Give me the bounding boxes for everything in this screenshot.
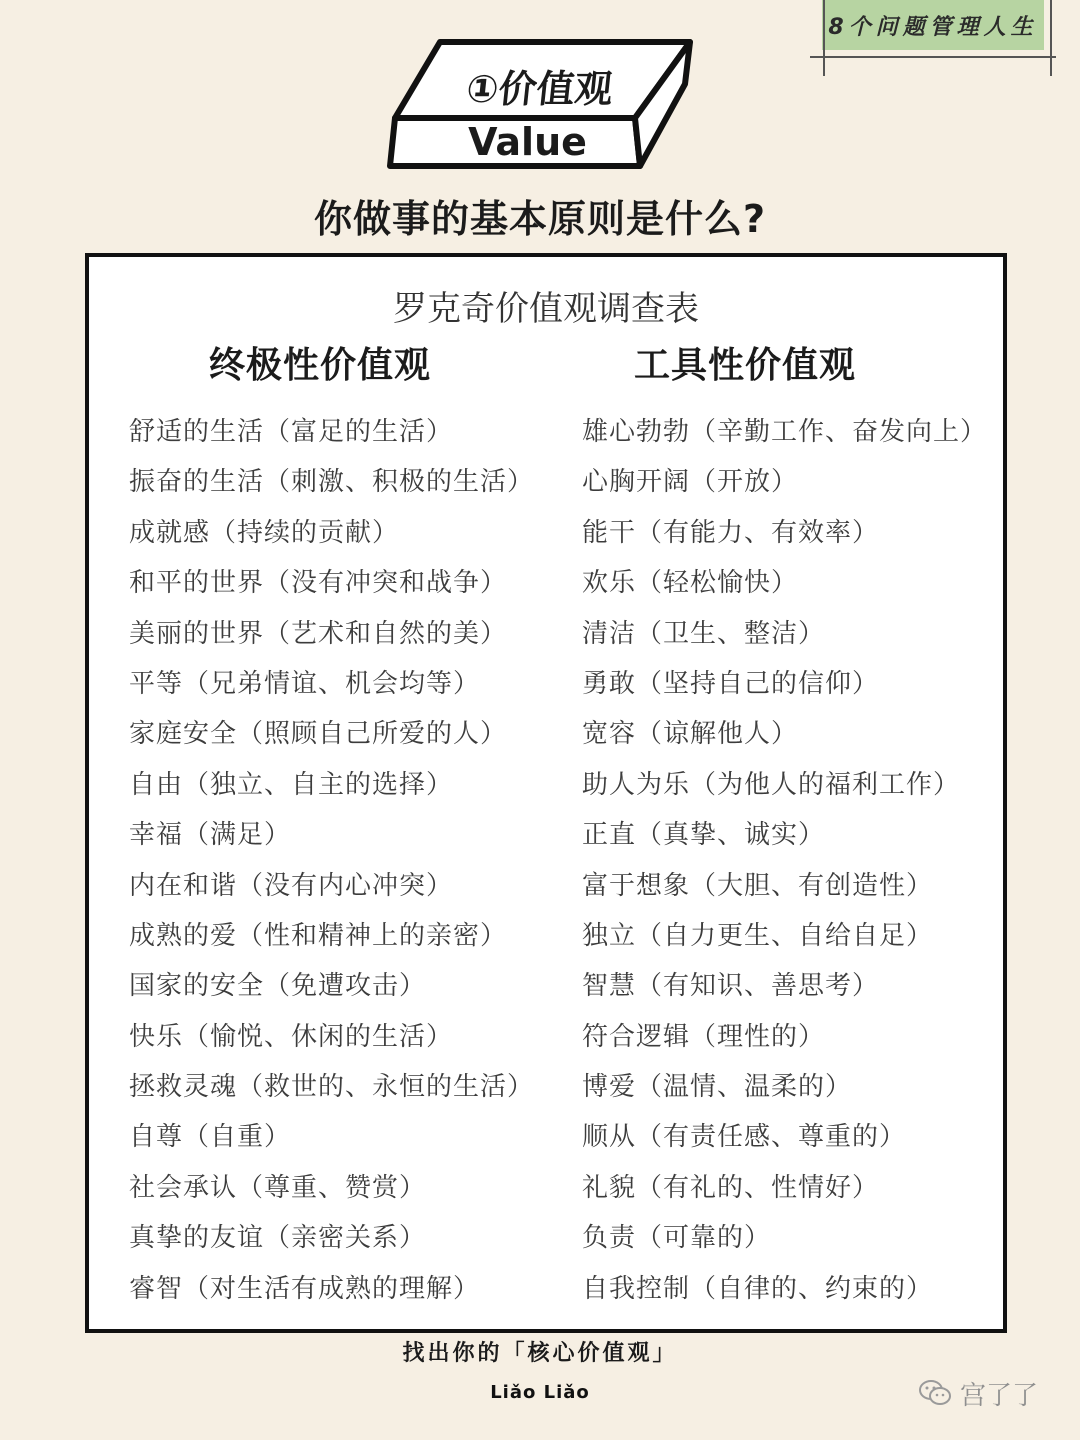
list-item: 宽容（谅解他人）: [582, 719, 799, 750]
terminal-values-list: [129, 407, 534, 1314]
list-item: 自尊（自重）: [129, 1122, 292, 1153]
list-item: 智慧（有知识、善思考）: [582, 971, 880, 1002]
instrumental-values-heading: 工具性价值观: [634, 345, 857, 386]
list-item: 助人为乐（为他人的福利工作）: [582, 769, 961, 800]
list-item: 顺从（有责任感、尊重的）: [582, 1122, 907, 1153]
list-item: 富于想象（大胆、有创造性）: [582, 870, 934, 901]
list-item: 雄心勃勃（辛勤工作、奋发向上）: [582, 417, 988, 447]
list-item: 平等（兄弟情谊、机会均等）: [129, 668, 481, 699]
list-item: 心胸开阔（开放）: [582, 467, 799, 498]
tag-rule-horizontal: [810, 56, 1056, 58]
tag-rule-vertical-right: [1050, 0, 1052, 76]
badge-title: ①价值观: [464, 67, 616, 111]
footer-note: 找出你的「核心价值观」: [402, 1341, 678, 1366]
list-item: 独立（自力更生、自给自足）: [582, 920, 934, 951]
list-item: 快乐（愉悦、休闲的生活）: [129, 1021, 454, 1052]
list-item: 舒适的生活（富足的生活）: [129, 417, 454, 447]
watermark: [918, 1376, 1038, 1410]
list-item: 国家的安全（免遭攻击）: [129, 971, 427, 1002]
list-item: 美丽的世界（艺术和自然的美）: [129, 618, 508, 649]
survey-card: [85, 253, 1007, 1333]
page-question: 你做事的基本原则是什么?: [313, 197, 767, 241]
list-item: 家庭安全（照顾自己所爱的人）: [129, 719, 508, 750]
list-item: 和平的世界（没有冲突和战争）: [129, 568, 508, 599]
list-item: 成就感（持续的贡献）: [129, 517, 400, 548]
list-item: 社会承认（尊重、赞赏）: [129, 1172, 427, 1203]
watermark-text: 宫了了: [960, 1380, 1039, 1411]
list-item: 自由（独立、自主的选择）: [129, 769, 454, 800]
list-item: 自我控制（自律的、约束的）: [582, 1273, 934, 1304]
tag-rule-vertical: [823, 0, 825, 76]
list-item: 博爱（温情、温柔的）: [582, 1072, 853, 1103]
list-item: 幸福（满足）: [129, 820, 292, 851]
list-item: 礼貌（有礼的、性情好）: [582, 1172, 880, 1203]
survey-title: 罗克奇价值观调查表: [393, 289, 699, 329]
list-item: 负责（可靠的）: [582, 1223, 772, 1254]
list-item: 清洁（卫生、整洁）: [582, 618, 826, 649]
wechat-icon: [918, 1378, 952, 1408]
list-item: 睿智（对生活有成熟的理解）: [129, 1273, 481, 1304]
instrumental-values-list: [582, 407, 987, 1314]
list-item: 勇敢（坚持自己的信仰）: [582, 668, 880, 699]
corner-tag: 8个问题管理人生: [822, 0, 1044, 50]
list-item: 拯救灵魂（救世的、永恒的生活）: [129, 1072, 535, 1103]
terminal-values-heading: 终极性价值观: [209, 345, 432, 386]
list-item: 符合逻辑（理性的）: [582, 1021, 826, 1052]
list-item: 欢乐（轻松愉快）: [582, 568, 799, 599]
badge-subtitle: Value: [468, 120, 587, 164]
brand-logo: Liǎo Liǎo: [490, 1382, 590, 1403]
list-item: 成熟的爱（性和精神上的亲密）: [129, 920, 508, 951]
list-item: 内在和谐（没有内心冲突）: [129, 870, 454, 901]
list-item: 真挚的友谊（亲密关系）: [129, 1223, 427, 1254]
list-item: 正直（真挚、诚实）: [582, 820, 826, 851]
list-item: 振奋的生活（刺激、积极的生活）: [129, 467, 535, 498]
list-item: 能干（有能力、有效率）: [582, 517, 880, 548]
